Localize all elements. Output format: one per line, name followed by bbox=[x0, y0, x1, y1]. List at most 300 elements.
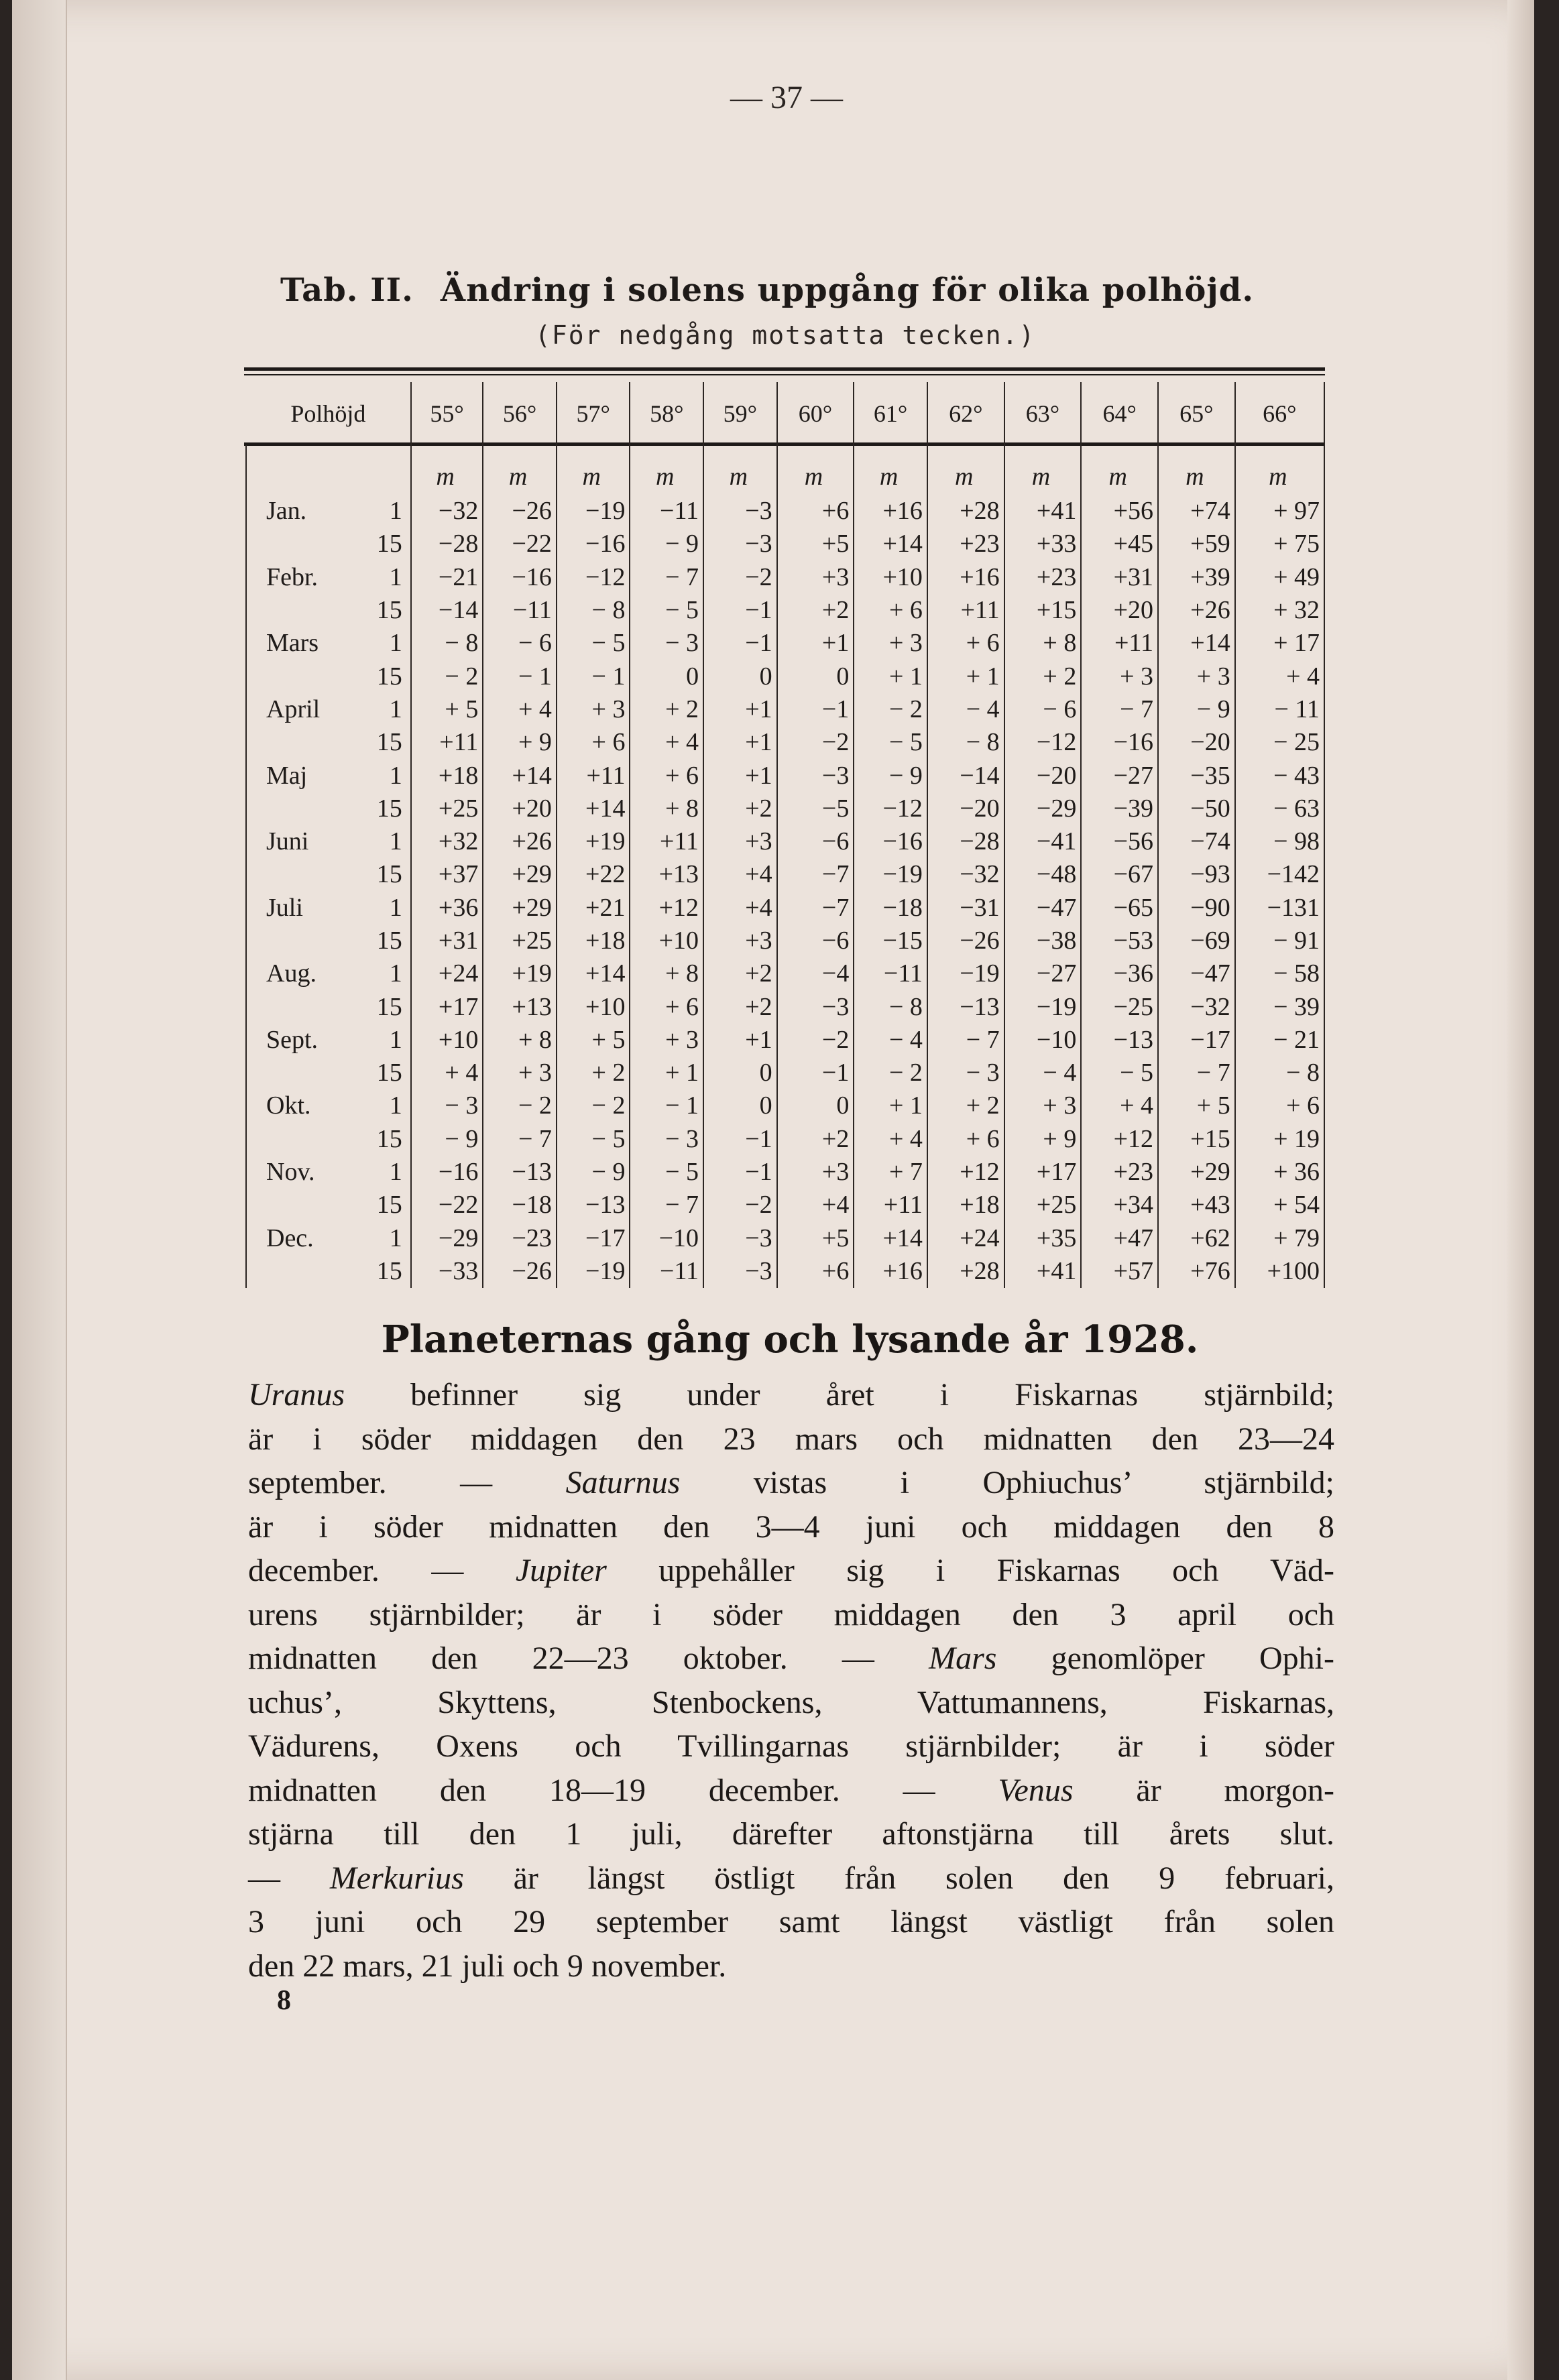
table-caption: Ändring i solens uppgång för olika polhöjd. bbox=[440, 272, 1255, 309]
value-cell: +2 bbox=[703, 957, 777, 990]
text-segment: 3 juni och 29 september samt längst västligt från solen bbox=[248, 1904, 1334, 1940]
unit-cell: m bbox=[483, 445, 557, 495]
value-cell: −6 bbox=[777, 925, 854, 957]
value-cell: + 1 bbox=[630, 1057, 703, 1089]
day-label: 15 bbox=[376, 794, 402, 823]
value-cell: − 4 bbox=[854, 1024, 927, 1057]
value-cell: −3 bbox=[703, 495, 777, 528]
value-cell: − 7 bbox=[927, 1024, 1004, 1057]
value-cell: +29 bbox=[483, 858, 557, 891]
value-cell: −10 bbox=[630, 1222, 703, 1255]
value-cell: 0 bbox=[703, 1089, 777, 1122]
value-cell: − 3 bbox=[411, 1089, 483, 1122]
value-cell: −17 bbox=[1158, 1024, 1235, 1057]
table-row bbox=[246, 957, 1324, 990]
date-label bbox=[246, 825, 411, 858]
value-cell: − 5 bbox=[557, 627, 630, 660]
value-cell: − 11 bbox=[1235, 693, 1324, 726]
value-cell: −32 bbox=[927, 858, 1004, 891]
value-cell: −56 bbox=[1081, 825, 1158, 858]
table-row bbox=[246, 1222, 1324, 1255]
planet-name: Venus bbox=[998, 1772, 1074, 1808]
paragraph-line bbox=[248, 1944, 1334, 1988]
value-cell: + 19 bbox=[1235, 1123, 1324, 1156]
value-cell: 0 bbox=[703, 660, 777, 693]
date-label bbox=[246, 594, 411, 627]
value-cell: +14 bbox=[854, 528, 927, 560]
value-cell: +11 bbox=[411, 726, 483, 759]
paragraph-line bbox=[248, 1900, 1334, 1944]
header-column: 61° bbox=[854, 382, 927, 445]
day-label: 1 bbox=[389, 562, 402, 591]
value-cell: −27 bbox=[1081, 759, 1158, 792]
value-cell: +12 bbox=[1081, 1123, 1158, 1156]
value-cell: + 54 bbox=[1235, 1189, 1324, 1222]
day-label: 1 bbox=[389, 695, 402, 723]
value-cell: +12 bbox=[630, 892, 703, 925]
table-label: Tab. II. bbox=[280, 272, 414, 309]
value-cell: +37 bbox=[411, 858, 483, 891]
value-cell: +23 bbox=[927, 528, 1004, 560]
table-row bbox=[246, 1123, 1324, 1156]
value-cell: + 9 bbox=[1004, 1123, 1082, 1156]
value-cell: +25 bbox=[483, 925, 557, 957]
date-label bbox=[246, 1156, 411, 1189]
day-label: 15 bbox=[376, 662, 402, 691]
table-row bbox=[246, 1189, 1324, 1222]
paragraph-line bbox=[248, 1549, 1334, 1593]
top-rule-thin bbox=[244, 374, 1325, 375]
value-cell: +2 bbox=[703, 792, 777, 825]
date-label bbox=[246, 495, 411, 528]
value-cell: 0 bbox=[630, 660, 703, 693]
value-cell: −26 bbox=[483, 495, 557, 528]
value-cell: +14 bbox=[854, 1222, 927, 1255]
unit-cell: m bbox=[854, 445, 927, 495]
value-cell: − 1 bbox=[630, 1089, 703, 1122]
table-row bbox=[246, 495, 1324, 528]
unit-cell: m bbox=[1004, 445, 1082, 495]
value-cell: − 8 bbox=[557, 594, 630, 627]
value-cell: − 7 bbox=[630, 1189, 703, 1222]
page-number: — 37 — bbox=[730, 80, 843, 115]
date-label bbox=[246, 925, 411, 957]
date-label bbox=[246, 528, 411, 560]
unit-label-blank bbox=[246, 445, 411, 495]
value-cell: −17 bbox=[557, 1222, 630, 1255]
value-cell: +1 bbox=[777, 627, 854, 660]
value-cell: −48 bbox=[1004, 858, 1082, 891]
value-cell: +25 bbox=[1004, 1189, 1082, 1222]
planet-name: Mars bbox=[929, 1641, 997, 1676]
value-cell: + 5 bbox=[557, 1024, 630, 1057]
table-row bbox=[246, 528, 1324, 560]
value-cell: +17 bbox=[411, 990, 483, 1023]
value-cell: +4 bbox=[703, 858, 777, 891]
table-body bbox=[246, 445, 1324, 1288]
text-segment: är i söder midnatten den 3—4 juni och middagen den 8 bbox=[248, 1508, 1334, 1545]
day-label: 1 bbox=[389, 959, 402, 988]
value-cell: +28 bbox=[927, 495, 1004, 528]
value-cell: +14 bbox=[1158, 627, 1235, 660]
value-cell: + 8 bbox=[630, 957, 703, 990]
value-cell: +34 bbox=[1081, 1189, 1158, 1222]
header-column: 66° bbox=[1235, 382, 1324, 445]
value-cell: + 6 bbox=[630, 990, 703, 1023]
table-row bbox=[246, 594, 1324, 627]
value-cell: −19 bbox=[557, 1255, 630, 1288]
value-cell: +43 bbox=[1158, 1189, 1235, 1222]
value-cell: −12 bbox=[557, 561, 630, 594]
value-cell: + 8 bbox=[483, 1024, 557, 1057]
value-cell: +4 bbox=[777, 1189, 854, 1222]
value-cell: − 2 bbox=[483, 1089, 557, 1122]
value-cell: + 8 bbox=[1004, 627, 1082, 660]
day-label: 15 bbox=[376, 596, 402, 625]
value-cell: +26 bbox=[483, 825, 557, 858]
month-label: Maj bbox=[266, 761, 308, 790]
value-cell: +14 bbox=[557, 957, 630, 990]
day-label: 1 bbox=[389, 629, 402, 658]
value-cell: − 8 bbox=[927, 726, 1004, 759]
value-cell: −41 bbox=[1004, 825, 1082, 858]
value-cell: +3 bbox=[703, 825, 777, 858]
value-cell: −19 bbox=[557, 495, 630, 528]
month-label: Juni bbox=[266, 827, 309, 856]
month-label: Sept. bbox=[266, 1025, 319, 1054]
value-cell: −36 bbox=[1081, 957, 1158, 990]
value-cell: + 1 bbox=[927, 660, 1004, 693]
value-cell: + 2 bbox=[557, 1057, 630, 1089]
signature-mark: 8 bbox=[277, 1985, 291, 2016]
value-cell: −47 bbox=[1004, 892, 1082, 925]
value-cell: −1 bbox=[703, 627, 777, 660]
value-cell: −39 bbox=[1081, 792, 1158, 825]
table-row bbox=[246, 759, 1324, 792]
text-segment: — bbox=[248, 1860, 330, 1896]
value-cell: −5 bbox=[777, 792, 854, 825]
paragraph-line bbox=[248, 1505, 1334, 1549]
value-cell: + 6 bbox=[927, 627, 1004, 660]
value-cell: + 6 bbox=[630, 759, 703, 792]
planet-paragraph bbox=[248, 1373, 1334, 1988]
value-cell: −19 bbox=[1004, 990, 1082, 1023]
value-cell: −93 bbox=[1158, 858, 1235, 891]
value-cell: −31 bbox=[927, 892, 1004, 925]
value-cell: +10 bbox=[557, 990, 630, 1023]
text-segment: uchus’, Skyttens, Stenbockens, Vattumannens, Fiskarnas, bbox=[248, 1684, 1334, 1720]
value-cell: −13 bbox=[927, 990, 1004, 1023]
value-cell: + 1 bbox=[854, 1089, 927, 1122]
value-cell: + 3 bbox=[483, 1057, 557, 1089]
date-label bbox=[246, 1057, 411, 1089]
value-cell: +15 bbox=[1158, 1123, 1235, 1156]
date-label bbox=[246, 792, 411, 825]
value-cell: −10 bbox=[1004, 1024, 1082, 1057]
value-cell: −131 bbox=[1235, 892, 1324, 925]
unit-cell: m bbox=[1158, 445, 1235, 495]
value-cell: − 63 bbox=[1235, 792, 1324, 825]
header-column: 57° bbox=[557, 382, 630, 445]
value-cell: + 6 bbox=[927, 1123, 1004, 1156]
value-cell: + 8 bbox=[630, 792, 703, 825]
header-column: 59° bbox=[703, 382, 777, 445]
value-cell: +14 bbox=[483, 759, 557, 792]
value-cell: − 8 bbox=[854, 990, 927, 1023]
value-cell: +1 bbox=[703, 1024, 777, 1057]
value-cell: +11 bbox=[557, 759, 630, 792]
day-label: 1 bbox=[389, 893, 402, 922]
day-label: 15 bbox=[376, 530, 402, 558]
date-label bbox=[246, 1255, 411, 1288]
value-cell: −1 bbox=[777, 1057, 854, 1089]
value-cell: +35 bbox=[1004, 1222, 1082, 1255]
date-label bbox=[246, 892, 411, 925]
value-cell: −26 bbox=[483, 1255, 557, 1288]
value-cell: +29 bbox=[483, 892, 557, 925]
table-title bbox=[280, 272, 1326, 309]
value-cell: −47 bbox=[1158, 957, 1235, 990]
value-cell: −18 bbox=[854, 892, 927, 925]
day-label: 1 bbox=[389, 1091, 402, 1120]
day-label: 1 bbox=[389, 761, 402, 790]
value-cell: +33 bbox=[1004, 528, 1082, 560]
value-cell: +16 bbox=[854, 495, 927, 528]
value-cell: +12 bbox=[927, 1156, 1004, 1189]
value-cell: − 9 bbox=[854, 759, 927, 792]
value-cell: +10 bbox=[630, 925, 703, 957]
value-cell: +5 bbox=[777, 1222, 854, 1255]
value-cell: −16 bbox=[854, 825, 927, 858]
value-cell: +14 bbox=[557, 792, 630, 825]
value-cell: −21 bbox=[411, 561, 483, 594]
value-cell: +39 bbox=[1158, 561, 1235, 594]
value-cell: −28 bbox=[927, 825, 1004, 858]
planet-name: Uranus bbox=[248, 1377, 345, 1413]
month-label: Juli bbox=[266, 893, 303, 922]
value-cell: +28 bbox=[927, 1255, 1004, 1288]
unit-cell: m bbox=[557, 445, 630, 495]
value-cell: −11 bbox=[483, 594, 557, 627]
value-cell: +23 bbox=[1081, 1156, 1158, 1189]
value-cell: −32 bbox=[1158, 990, 1235, 1023]
date-label bbox=[246, 693, 411, 726]
value-cell: +4 bbox=[703, 892, 777, 925]
text-segment: midnatten den 18—19 december. — bbox=[248, 1772, 998, 1808]
value-cell: + 75 bbox=[1235, 528, 1324, 560]
value-cell: +6 bbox=[777, 495, 854, 528]
value-cell: + 6 bbox=[854, 594, 927, 627]
table-row bbox=[246, 1255, 1324, 1288]
top-rule-thick bbox=[244, 367, 1325, 371]
value-cell: −1 bbox=[703, 594, 777, 627]
value-cell: −19 bbox=[927, 957, 1004, 990]
paragraph-line bbox=[248, 1856, 1334, 1901]
value-cell: +15 bbox=[1004, 594, 1082, 627]
date-label bbox=[246, 1189, 411, 1222]
value-cell: + 3 bbox=[1004, 1089, 1082, 1122]
text-segment: är i söder middagen den 23 mars och midnatten den 23—24 bbox=[248, 1421, 1334, 1457]
value-cell: − 9 bbox=[630, 528, 703, 560]
day-label: 15 bbox=[376, 927, 402, 955]
value-cell: −65 bbox=[1081, 892, 1158, 925]
table-row bbox=[246, 1057, 1324, 1089]
table-row bbox=[246, 892, 1324, 925]
value-cell: −16 bbox=[557, 528, 630, 560]
value-cell: −142 bbox=[1235, 858, 1324, 891]
text-segment: är morgon- bbox=[1073, 1772, 1334, 1808]
date-label bbox=[246, 726, 411, 759]
day-label: 1 bbox=[389, 1025, 402, 1054]
date-label bbox=[246, 1024, 411, 1057]
value-cell: +2 bbox=[777, 1123, 854, 1156]
value-cell: − 3 bbox=[630, 1123, 703, 1156]
value-cell: − 6 bbox=[483, 627, 557, 660]
value-cell: −1 bbox=[703, 1123, 777, 1156]
date-label bbox=[246, 1089, 411, 1122]
table-row bbox=[246, 990, 1324, 1023]
value-cell: −22 bbox=[483, 528, 557, 560]
header-column: 58° bbox=[630, 382, 703, 445]
value-cell: +19 bbox=[557, 825, 630, 858]
value-cell: −1 bbox=[703, 1156, 777, 1189]
value-cell: +24 bbox=[411, 957, 483, 990]
paragraph-line bbox=[248, 1593, 1334, 1637]
value-cell: −90 bbox=[1158, 892, 1235, 925]
value-cell: −50 bbox=[1158, 792, 1235, 825]
value-cell: − 2 bbox=[411, 660, 483, 693]
value-cell: −20 bbox=[927, 792, 1004, 825]
header-column: 62° bbox=[927, 382, 1004, 445]
month-label: Jan. bbox=[266, 497, 307, 526]
value-cell: −27 bbox=[1004, 957, 1082, 990]
text-segment: stjärna till den 1 juli, därefter aftonstjärna till årets slut. bbox=[248, 1816, 1334, 1852]
value-cell: + 3 bbox=[1158, 660, 1235, 693]
value-cell: +6 bbox=[777, 1255, 854, 1288]
planet-name: Merkurius bbox=[329, 1860, 464, 1896]
value-cell: −3 bbox=[777, 759, 854, 792]
value-cell: −16 bbox=[1081, 726, 1158, 759]
value-cell: −53 bbox=[1081, 925, 1158, 957]
header-column: 56° bbox=[483, 382, 557, 445]
value-cell: +29 bbox=[1158, 1156, 1235, 1189]
value-cell: − 7 bbox=[1158, 1057, 1235, 1089]
day-label: 15 bbox=[376, 1059, 402, 1087]
value-cell: +20 bbox=[483, 792, 557, 825]
text-segment: Vädurens, Oxens och Tvillingarnas stjärnbilder; är i söder bbox=[248, 1728, 1334, 1764]
value-cell: − 9 bbox=[411, 1123, 483, 1156]
value-cell: −2 bbox=[703, 1189, 777, 1222]
table-row bbox=[246, 693, 1324, 726]
value-cell: +23 bbox=[1004, 561, 1082, 594]
unit-cell: m bbox=[1081, 445, 1158, 495]
value-cell: + 7 bbox=[854, 1156, 927, 1189]
value-cell: −3 bbox=[703, 528, 777, 560]
page-edge bbox=[1507, 0, 1534, 2380]
table-row bbox=[246, 925, 1324, 957]
table-subtitle: (För nedgång motsatta tecken.) bbox=[535, 320, 1036, 350]
value-cell: 0 bbox=[777, 660, 854, 693]
value-cell: +18 bbox=[557, 925, 630, 957]
value-cell: −29 bbox=[411, 1222, 483, 1255]
value-cell: +10 bbox=[854, 561, 927, 594]
header-column: 55° bbox=[411, 382, 483, 445]
value-cell: −16 bbox=[483, 561, 557, 594]
text-segment: vistas i Ophiuchus’ stjärnbild; bbox=[680, 1465, 1334, 1500]
value-cell: −3 bbox=[703, 1222, 777, 1255]
paragraph-line bbox=[248, 1769, 1334, 1813]
table-row bbox=[246, 1089, 1324, 1122]
value-cell: + 4 bbox=[411, 1057, 483, 1089]
value-cell: −12 bbox=[1004, 726, 1082, 759]
value-cell: +62 bbox=[1158, 1222, 1235, 1255]
value-cell: − 58 bbox=[1235, 957, 1324, 990]
value-cell: +18 bbox=[411, 759, 483, 792]
header-column: 63° bbox=[1004, 382, 1082, 445]
table-row bbox=[246, 660, 1324, 693]
month-label: Mars bbox=[266, 629, 319, 658]
value-cell: −2 bbox=[777, 726, 854, 759]
text-segment: befinner sig under året i Fiskarnas stjärnbild; bbox=[345, 1377, 1334, 1413]
value-cell: +2 bbox=[777, 594, 854, 627]
value-cell: +3 bbox=[703, 925, 777, 957]
value-cell: +59 bbox=[1158, 528, 1235, 560]
day-label: 1 bbox=[389, 1158, 402, 1187]
unit-row bbox=[246, 445, 1324, 495]
paragraph-line bbox=[248, 1681, 1334, 1725]
value-cell: −11 bbox=[630, 495, 703, 528]
value-cell: −28 bbox=[411, 528, 483, 560]
value-cell: −20 bbox=[1158, 726, 1235, 759]
value-cell: + 32 bbox=[1235, 594, 1324, 627]
value-cell: + 3 bbox=[1081, 660, 1158, 693]
value-cell: + 2 bbox=[1004, 660, 1082, 693]
value-cell: − 7 bbox=[483, 1123, 557, 1156]
value-cell: −6 bbox=[777, 825, 854, 858]
value-cell: +47 bbox=[1081, 1222, 1158, 1255]
value-cell: + 3 bbox=[557, 693, 630, 726]
value-cell: − 6 bbox=[1004, 693, 1082, 726]
value-cell: +11 bbox=[1081, 627, 1158, 660]
value-cell: −11 bbox=[854, 957, 927, 990]
paragraph-line bbox=[248, 1724, 1334, 1769]
value-cell: − 25 bbox=[1235, 726, 1324, 759]
table-row bbox=[246, 726, 1324, 759]
value-cell: +21 bbox=[557, 892, 630, 925]
value-cell: +56 bbox=[1081, 495, 1158, 528]
month-label: Okt. bbox=[266, 1091, 311, 1120]
date-label bbox=[246, 1123, 411, 1156]
value-cell: −7 bbox=[777, 858, 854, 891]
value-cell: +3 bbox=[777, 1156, 854, 1189]
value-cell: − 43 bbox=[1235, 759, 1324, 792]
value-cell: − 7 bbox=[1081, 693, 1158, 726]
value-cell: − 5 bbox=[557, 1123, 630, 1156]
text-segment: den 22 mars, 21 juli och 9 november. bbox=[248, 1948, 727, 1984]
date-label bbox=[246, 990, 411, 1023]
value-cell: − 98 bbox=[1235, 825, 1324, 858]
value-cell: − 2 bbox=[557, 1089, 630, 1122]
value-cell: +1 bbox=[703, 759, 777, 792]
month-label: Dec. bbox=[266, 1224, 314, 1252]
value-cell: −29 bbox=[1004, 792, 1082, 825]
value-cell: + 2 bbox=[630, 693, 703, 726]
date-label bbox=[246, 759, 411, 792]
value-cell: −38 bbox=[1004, 925, 1082, 957]
table-row bbox=[246, 1024, 1324, 1057]
text-segment: är längst östligt från solen den 9 februari, bbox=[463, 1860, 1335, 1896]
table-row bbox=[246, 1156, 1324, 1189]
